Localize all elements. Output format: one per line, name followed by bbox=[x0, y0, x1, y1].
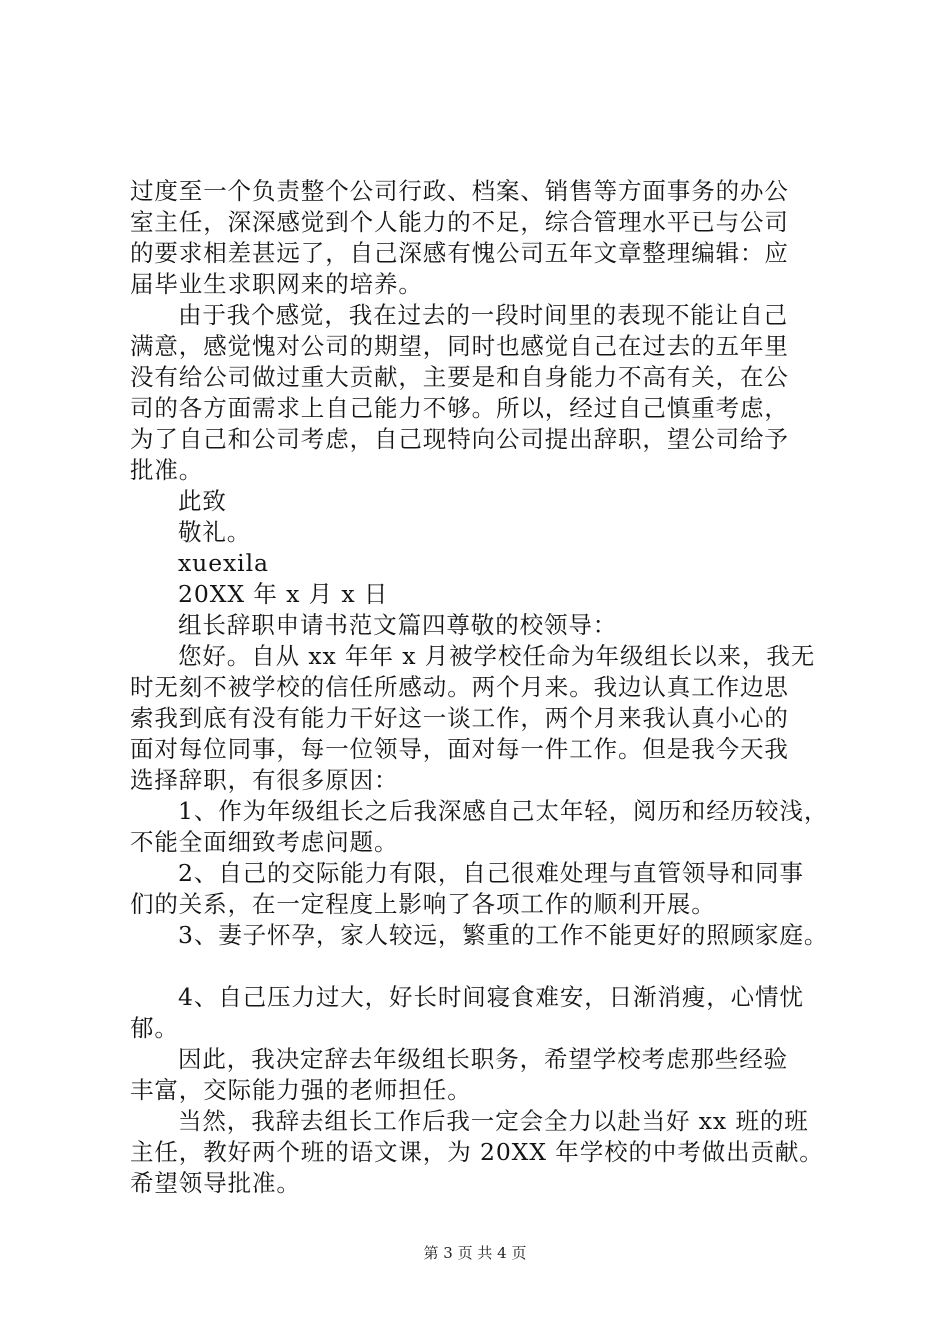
list-item: 郁。 bbox=[130, 1014, 179, 1042]
signature-line: xuexila bbox=[178, 549, 269, 577]
body-line: 面对每位同事，每一位领导，面对每一件工作。但是我今天我 bbox=[130, 735, 789, 763]
section-heading: 组长辞职申请书范文篇四尊敬的校领导： bbox=[178, 611, 618, 639]
body-line: 没有给公司做过重大贡献，主要是和自身能力不高有关，在公 bbox=[130, 363, 789, 391]
body-line: 届毕业生求职网来的培养。 bbox=[130, 270, 423, 298]
body-line: 为了自己和公司考虑，自己现特向公司提出辞职，望公司给予 bbox=[130, 425, 789, 453]
body-line: 室主任，深深感觉到个人能力的不足，综合管理水平已与公司 bbox=[130, 208, 789, 236]
body-line: 的要求相差甚远了，自己深感有愧公司五年文章整理编辑：应 bbox=[130, 239, 789, 267]
body-line: 选择辞职，有很多原因： bbox=[130, 766, 399, 794]
body-line: 时无刻不被学校的信任所感动。两个月来。我边认真工作边思 bbox=[130, 673, 789, 701]
closing-line: 敬礼。 bbox=[178, 518, 252, 546]
body-line: 由于我个感觉，我在过去的一段时间里的表现不能让自己 bbox=[178, 301, 788, 329]
body-line: 主任，教好两个班的语文课，为 20XX 年学校的中考做出贡献。 bbox=[130, 1138, 824, 1166]
body-line: 希望领导批准。 bbox=[130, 1169, 301, 1197]
list-item: 不能全面细致考虑问题。 bbox=[130, 828, 399, 856]
closing-line: 此致 bbox=[178, 487, 227, 515]
body-line: 索我到底有没有能力干好这一谈工作，两个月来我认真小心的 bbox=[130, 704, 789, 732]
body-line: 批准。 bbox=[130, 456, 204, 484]
page-number-footer: 第 3 页 共 4 页 bbox=[423, 1244, 527, 1262]
body-line: 过度至一个负责整个公司行政、档案、销售等方面事务的办公 bbox=[130, 177, 789, 205]
body-line: 您好。自从 xx 年年 x 月被学校任命为年级组长以来，我无 bbox=[178, 642, 816, 670]
body-line: 满意，感觉愧对公司的期望，同时也感觉自己在过去的五年里 bbox=[130, 332, 789, 360]
list-item: 3、妻子怀孕，家人较远，繁重的工作不能更好的照顾家庭。 bbox=[178, 921, 829, 949]
list-item: 们的关系，在一定程度上影响了各项工作的顺利开展。 bbox=[130, 890, 716, 918]
body-line: 当然，我辞去组长工作后我一定会全力以赴当好 xx 班的班 bbox=[178, 1107, 809, 1135]
list-item: 2、自己的交际能力有限，自己很难处理与直管领导和同事 bbox=[178, 859, 804, 887]
list-item: 4、自己压力过大，好长时间寝食难安，日渐消瘦，心情忧 bbox=[178, 983, 804, 1011]
list-item: 1、作为年级组长之后我深感自己太年轻，阅历和经历较浅， bbox=[178, 797, 829, 825]
body-line: 因此，我决定辞去年级组长职务，希望学校考虑那些经验 bbox=[178, 1045, 788, 1073]
body-line: 丰富，交际能力强的老师担任。 bbox=[130, 1076, 472, 1104]
date-line: 20XX 年 x 月 x 日 bbox=[178, 580, 389, 608]
body-line: 司的各方面需求上自己能力不够。所以，经过自己慎重考虑， bbox=[130, 394, 789, 422]
